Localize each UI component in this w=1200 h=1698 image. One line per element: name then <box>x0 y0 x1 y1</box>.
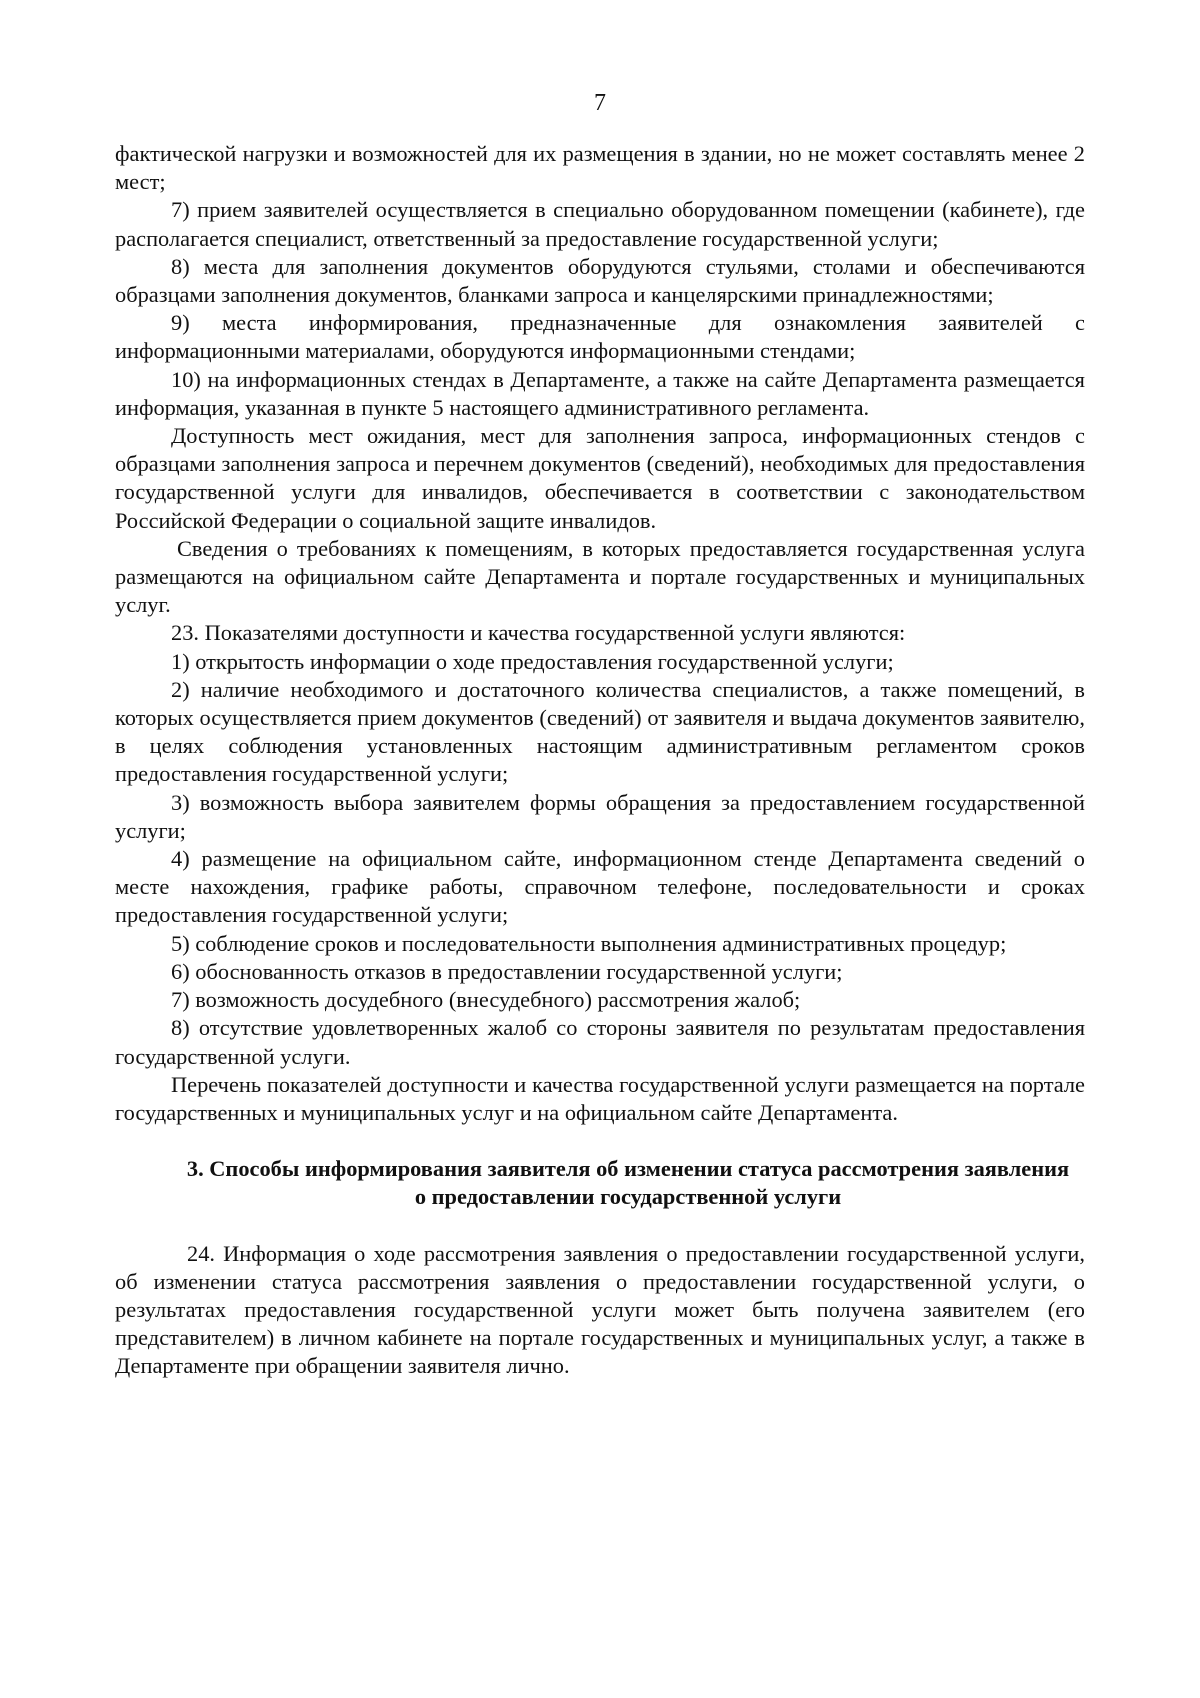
paragraph-item-8: 8) места для заполнения документов оборудуются стульями, столами и обеспечиваются образцами заполнения документов, бланками запроса и канцелярскими принадлежностями; <box>115 253 1085 308</box>
paragraph-23-item-2: 2) наличие необходимого и достаточного количества специалистов, а также помещений, в которых осуществляется прием документов (сведений) от заявителя и выдача документов заявителю, в целях соблюдения установленных настоящим административным регламентом сроков предоставления государственной услуги; <box>115 676 1085 787</box>
paragraph-indicators-list: Перечень показателей доступности и качества государственной услуги размещается на портале государственных и муниципальных услуг и на официальном сайте Департамента. <box>115 1071 1085 1125</box>
paragraph-23-item-3: 3) возможность выбора заявителем формы обращения за предоставлением государственной услуги; <box>115 789 1085 843</box>
section-3-heading <box>115 1155 1085 1211</box>
paragraph-premises-info: Сведения о требованиях к помещениям, в которых предоставляется государственная услуга размещаются на официальном сайте Департамента и портале государственных и муниципальных услуг. <box>115 535 1085 618</box>
paragraph-23-item-5: 5) соблюдение сроков и последовательности выполнения административных процедур; <box>171 930 1007 956</box>
section-3-heading-line1: 3. Способы информирования заявителя об изменении статуса рассмотрения заявления <box>186 1156 1070 1182</box>
document-body <box>115 140 1085 1381</box>
paragraph-item-9: 9) места информирования, предназначенные для ознакомления заявителей с информационными материалами, оборудуются информационными стендами; <box>115 310 1085 364</box>
paragraph-23-item-6: 6) обоснованность отказов в предоставлении государственной услуги; <box>171 958 843 984</box>
paragraph-23-item-4: 4) размещение на официальном сайте, информационном стенде Департамента сведений о месте нахождения, графике работы, справочном телефоне, последовательности и сроках предоставления государственной услуги; <box>115 846 1085 928</box>
paragraph-23-item-7: 7) возможность досудебного (внесудебного) рассмотрения жалоб; <box>171 987 801 1013</box>
paragraph-item-7: 7) прием заявителей осуществляется в специально оборудованном помещении (кабинете), где располагается специалист, ответственный за предоставление государственной услуги; <box>115 197 1085 251</box>
paragraph-23: 23. Показателями доступности и качества государственной услуги являются: <box>171 620 906 646</box>
page-number: 7 <box>594 90 606 116</box>
paragraph-item-10: 10) на информационных стендах в Департаменте, а также на сайте Департамента размещается информация, указанная в пункте 5 настоящего административного регламента. <box>115 366 1085 420</box>
section-3-heading-line2: о предоставлении государственной услуги <box>414 1184 842 1210</box>
paragraph-23-item-1: 1) открытость информации о ходе предоставления государственной услуги; <box>171 648 894 674</box>
paragraph-continuation: фактической нагрузки и возможностей для их размещения в здании, но не может составлять менее 2 мест; <box>115 141 1085 195</box>
paragraph-24: 24. Информация о ходе рассмотрения заявления о предоставлении государственной услуги, об изменении статуса рассмотрения заявления о предоставлении государственной услуги, о результатах предоставления государственной услуги может быть получена заявителем (его представителем) в личном кабинете на портале государственных и муниципальных услуг, а также в Департаменте при обращении заявителя лично. <box>115 1240 1085 1379</box>
paragraph-23-item-8: 8) отсутствие удовлетворенных жалоб со стороны заявителя по результатам предоставления государственной услуги. <box>115 1015 1085 1069</box>
paragraph-accessibility: Доступность мест ожидания, мест для заполнения запроса, информационных стендов с образцами заполнения запроса и перечнем документов (сведений), необходимых для предоставления государственной услуги для инвалидов, обеспечивается в соответствии с законодательством Российской Федерации о социальной защите инвалидов. <box>115 423 1085 533</box>
